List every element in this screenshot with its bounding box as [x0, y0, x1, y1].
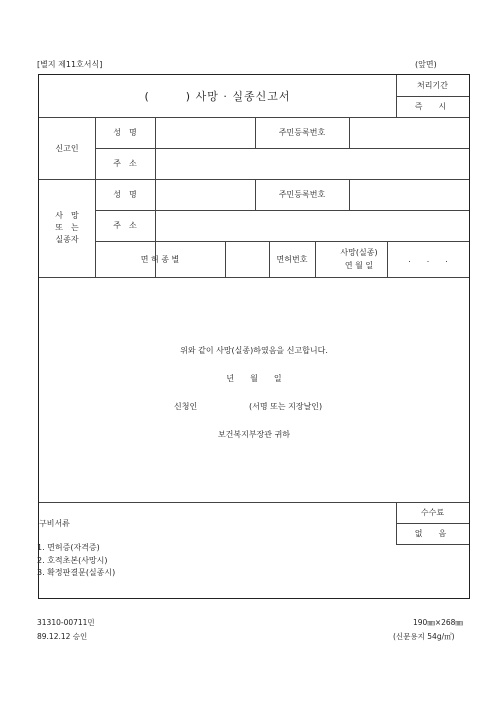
reporter-name-field[interactable]	[155, 117, 255, 148]
fee-value: 없 음	[414, 529, 451, 538]
list-item: 2. 호적초본(사망시)	[37, 555, 108, 565]
processing-period-label: 처리기간	[417, 81, 448, 90]
subject-id-label: 주민등록번호	[278, 190, 326, 199]
license-number-label: 면허번호	[276, 254, 308, 264]
form-title: ( ) 사망 · 실종신고서	[144, 89, 291, 103]
approval-date: 89.12.12 승인	[37, 632, 88, 641]
subject-label-line: 또 는	[55, 223, 79, 232]
death-date-field[interactable]: . . .	[408, 254, 448, 264]
subject-id-field[interactable]	[349, 179, 469, 210]
subject-address-field[interactable]	[155, 210, 469, 241]
signature-note: (서명 또는 지장날인)	[249, 402, 323, 411]
required-documents-list	[37, 542, 115, 580]
subject-name-field[interactable]	[155, 179, 255, 210]
required-documents-label: 구비서류	[39, 519, 70, 528]
form-code: 31310-00711민	[37, 618, 95, 627]
form-number: [별지 제11호서식]	[37, 60, 103, 69]
declaration-statement: 위와 같이 사망(실종)하였음을 신고합니다.	[180, 345, 328, 355]
paper-size: 190㎜×268㎜	[413, 618, 463, 627]
reporter-id-field[interactable]	[349, 117, 469, 148]
page-side-label: (앞면)	[415, 60, 437, 69]
list-item: 1. 면허증(자격증)	[37, 543, 100, 552]
processing-period-value: 즉 시	[414, 102, 451, 111]
declaration-date: 년 월 일	[226, 373, 282, 383]
subject-label-line: 사 망	[55, 211, 79, 220]
subject-address-label: 주 소	[113, 221, 137, 230]
divider	[396, 544, 469, 545]
license-type-label: 면 허 종 별	[140, 254, 180, 264]
reporter-address-field[interactable]	[155, 148, 469, 179]
death-date-label-line: 사망(실종)	[340, 248, 378, 257]
reporter-section-label: 신고인	[55, 143, 79, 153]
license-type-field[interactable]	[225, 241, 269, 277]
paper-spec: (신문용지 54g/㎡)	[393, 632, 455, 641]
reporter-address-label: 주 소	[113, 159, 137, 168]
subject-label-line: 실종자	[55, 235, 79, 244]
addressee: 보건복지부장관 귀하	[217, 429, 291, 439]
list-item: 3. 확정판결문(실종시)	[37, 568, 116, 577]
subject-section-label	[39, 179, 95, 277]
reporter-id-label: 주민등록번호	[278, 128, 326, 137]
applicant-label: 신청인	[174, 402, 198, 411]
divider	[39, 277, 469, 278]
death-date-label	[331, 241, 387, 277]
reporter-name-label: 성 명	[113, 128, 137, 137]
subject-name-label: 성 명	[113, 190, 137, 199]
report-form	[38, 74, 470, 599]
death-date-label-line: 연 월 일	[344, 261, 374, 270]
fee-label: 수수료	[420, 508, 445, 517]
